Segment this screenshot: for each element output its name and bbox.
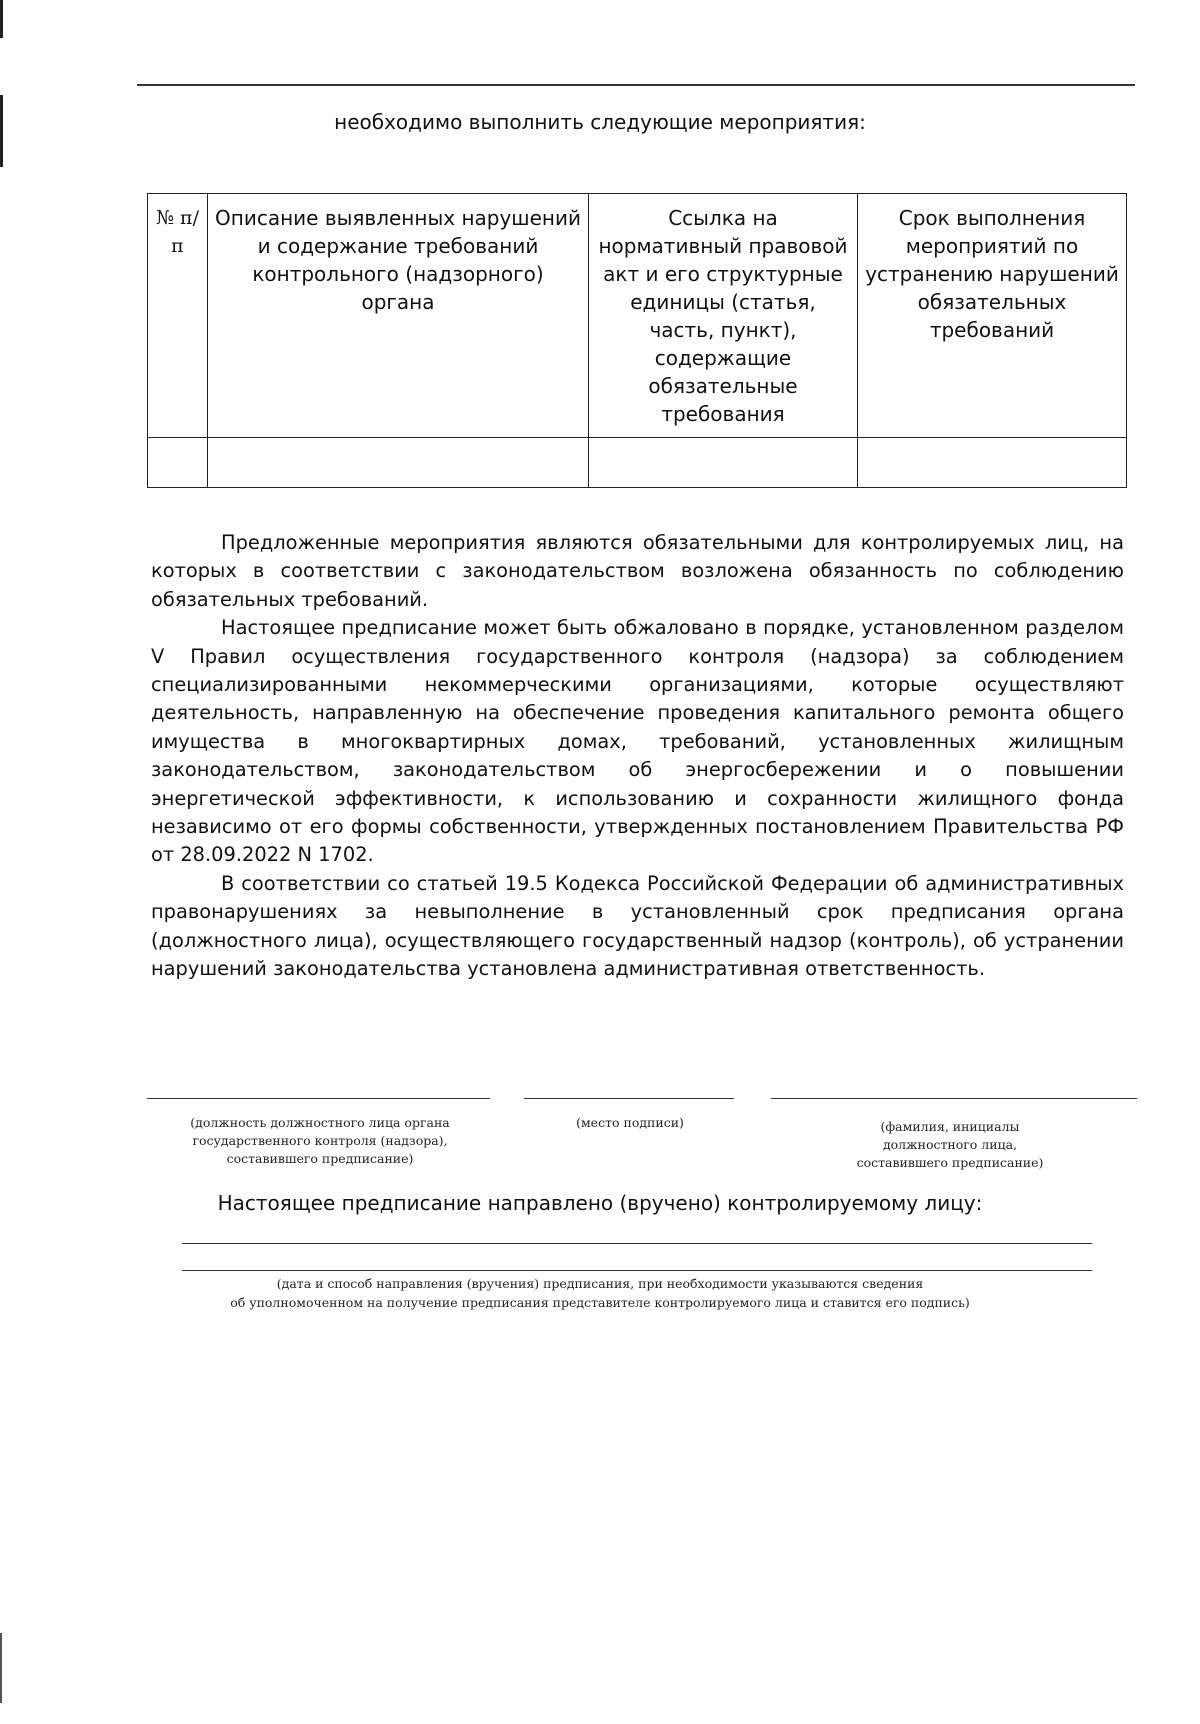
- measures-table: [147, 193, 1127, 488]
- body-text: [151, 529, 1124, 984]
- signature-caption-position: (должность должностного лица органа государственного контроля (надзора), составившего предписание): [190, 1115, 450, 1166]
- scan-edge-mark: [0, 0, 3, 38]
- signature-caption-name: (фамилия, инициалы должностного лица, составившего предписание): [856, 1119, 1044, 1170]
- signature-caption-place: (место подписи): [576, 1115, 684, 1130]
- table-header-row: [148, 194, 1127, 438]
- header-description: Описание выявленных нарушений и содержание требований контрольного (надзорного) органа: [208, 194, 589, 438]
- table-cell: [858, 438, 1127, 488]
- signature-line-name: [771, 1098, 1137, 1099]
- table-cell: [148, 438, 208, 488]
- table-row: [148, 438, 1127, 488]
- delivery-caption: [0, 1274, 1200, 1312]
- recipient-line: [182, 1270, 1092, 1271]
- scan-edge-mark: [0, 1633, 2, 1703]
- signature-line-place: [524, 1098, 734, 1099]
- sent-title: Настоящее предписание направлено (вручено) контролируемому лицу:: [217, 1191, 983, 1215]
- top-rule: [137, 84, 1135, 86]
- delivery-caption-line: (дата и способ направления (вручения) предписания, при необходимости указываются сведения: [276, 1276, 924, 1291]
- paragraph-liability: В соответствии со статьей 19.5 Кодекса Российской Федерации об административных правонарушениях за невыполнение в установленный срок предписания органа (должностного лица), осуществляющего государственный надзор (контроль), об устранении нарушений законодательства установлена административная ответственность.: [151, 871, 1124, 981]
- table-cell: [589, 438, 858, 488]
- header-deadline: Срок выполнения мероприятий по устранению нарушений обязательных требований: [858, 194, 1127, 438]
- header-reference: Ссылка на нормативный правовой акт и его структурные единицы (статья, часть, пункт), содержащие обязательные требования: [589, 194, 858, 438]
- recipient-line: [182, 1243, 1092, 1244]
- signature-line-position: [147, 1098, 490, 1099]
- header-number: № п/п: [148, 194, 208, 438]
- paragraph-appeal: Настоящее предписание может быть обжаловано в порядке, установленном разделом V Правил осуществления государственного контроля (надзора) за соблюдением специализированными некоммерческими организациями, которые осуществляют деятельность, направленную на обеспечение проведения капитального ремонта общего имущества в многоквартирных домах, требований, установленных жилищным законодательством, законодательством об энергосбережении и о повышении энергетической эффективности, к использованию и сохранности жилищного фонда независимо от его формы собственности, утвержденных постановлением Правительства РФ от 28.09.2022 N 1702.: [151, 616, 1124, 867]
- table-cell: [208, 438, 589, 488]
- intro-text: необходимо выполнить следующие мероприятия:: [334, 110, 866, 134]
- delivery-caption-line: об уполномоченном на получение предписания представителе контролируемого лица и ставится его подпись): [230, 1295, 970, 1310]
- paragraph-obligatory: Предложенные мероприятия являются обязательными для контролируемых лиц, на которых в соответствии с законодательством возложена обязанность по соблюдению обязательных требований.: [151, 531, 1124, 611]
